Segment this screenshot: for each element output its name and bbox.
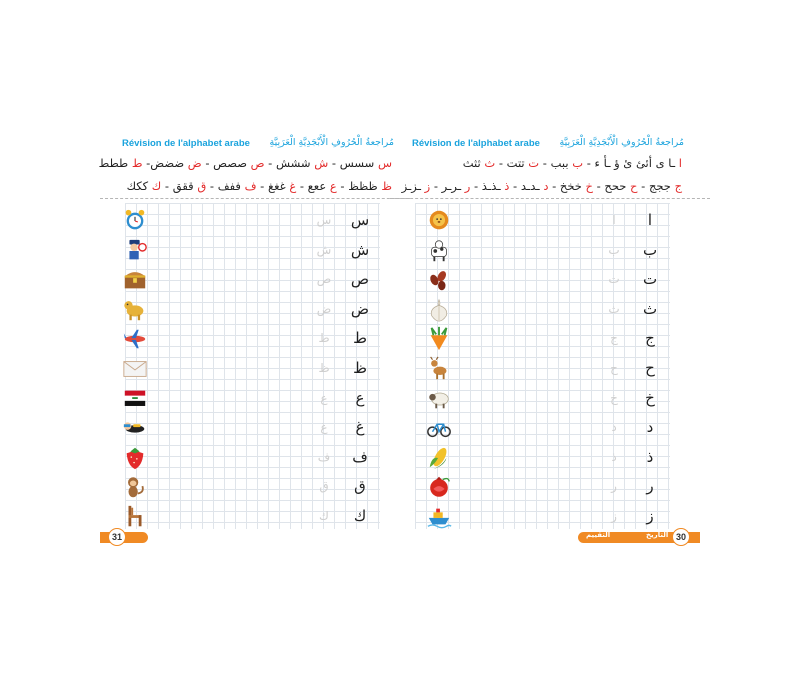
letter-row xyxy=(125,237,380,266)
highlight-letter: ص xyxy=(250,156,265,170)
tracing-letter[interactable]: ط xyxy=(318,331,330,346)
letter-row xyxy=(125,414,380,443)
tracing-letter[interactable]: ج xyxy=(610,331,618,346)
letter-forms: ـذـذ - xyxy=(470,179,505,193)
header-arabic: مُراجعةُ الْحُرُوفِ الْأَبْجَدِيَّةِ الْعَرَبِيَّةِ xyxy=(269,137,394,148)
tracing-letter[interactable]: ت xyxy=(608,272,620,287)
letter-row xyxy=(415,266,670,295)
letter-row xyxy=(125,296,380,325)
letter-forms: ععع - xyxy=(296,179,330,193)
highlight-letter: خ xyxy=(585,179,593,193)
model-letter: ش xyxy=(350,240,370,259)
letter-row xyxy=(125,503,380,532)
tracing-letter[interactable]: غ xyxy=(320,420,328,435)
letter-row xyxy=(415,503,670,532)
right-page xyxy=(401,125,694,545)
model-letter: ع xyxy=(355,388,365,407)
police-officer-icon xyxy=(121,238,149,264)
left-page xyxy=(98,125,404,545)
model-letter: د xyxy=(646,418,654,437)
hyena-icon xyxy=(121,297,149,323)
tracing-letter[interactable]: ب xyxy=(608,242,620,257)
tracing-letter[interactable]: ر xyxy=(611,479,617,494)
highlight-letter: ق xyxy=(197,179,207,193)
tracing-letter[interactable]: ع xyxy=(320,390,328,405)
sheep-icon xyxy=(425,386,453,412)
footer-tag-date: التاريخ xyxy=(646,531,669,539)
writing-grid xyxy=(415,203,670,529)
highlight-letter: ذ xyxy=(504,179,510,193)
tracing-letter[interactable]: ح xyxy=(610,361,618,375)
letter-forms: ضضض- xyxy=(142,156,188,170)
letter-row xyxy=(415,444,670,473)
tracing-letter[interactable]: ك xyxy=(319,509,329,523)
cow-icon xyxy=(425,238,453,264)
letter-row xyxy=(125,473,380,502)
model-letter: ط xyxy=(353,329,367,348)
letter-forms: صصص - xyxy=(201,156,251,170)
letter-forms: ـدـد - xyxy=(509,179,544,193)
letter-row xyxy=(415,414,670,443)
model-letter: ص xyxy=(350,270,370,289)
garlic-icon xyxy=(425,297,453,323)
page-number: 30 xyxy=(672,528,690,546)
model-letter: ض xyxy=(350,299,370,318)
tracing-letter[interactable]: د xyxy=(611,420,617,435)
tracing-letter[interactable]: س xyxy=(316,213,332,227)
highlight-letter: د xyxy=(543,179,549,193)
highlight-letter: غ xyxy=(289,179,297,193)
letter-row xyxy=(125,444,380,473)
lion-icon xyxy=(425,208,453,234)
header-arabic: مُراجعةُ الْحُرُوفِ الْأَبْجَدِيَّةِ الْعَرَبِيَّةِ xyxy=(559,137,684,148)
model-letter: ت xyxy=(642,270,658,289)
letter-row xyxy=(125,207,380,236)
letter-forms: تتت - xyxy=(495,156,529,170)
model-letter: ب xyxy=(642,240,658,259)
letter-forms: ششش - xyxy=(264,156,315,170)
treasure-chest-icon xyxy=(121,267,149,293)
alphabet-line-2 xyxy=(127,179,392,193)
bicycle-icon xyxy=(425,415,453,441)
model-letter: ك xyxy=(353,507,367,525)
tracing-letter[interactable]: ص xyxy=(316,272,332,287)
letter-forms: ـرـر - xyxy=(430,179,465,193)
letter-row xyxy=(415,325,670,354)
letter-row xyxy=(415,207,670,236)
alphabet-line-2 xyxy=(402,179,682,193)
model-letter: ف xyxy=(352,447,368,466)
model-letter: ث xyxy=(642,299,658,318)
model-letter: ر xyxy=(646,477,654,496)
tracing-letter[interactable]: ا xyxy=(612,213,616,227)
letter-row xyxy=(415,473,670,502)
monkey-icon xyxy=(121,474,149,500)
tracing-letter[interactable]: ق xyxy=(319,479,329,494)
model-letter: خ xyxy=(645,388,655,407)
model-letter: ج xyxy=(645,329,655,348)
letter-row xyxy=(415,385,670,414)
tracing-letter[interactable]: ف xyxy=(317,449,331,464)
letter-row xyxy=(415,296,670,325)
page-header xyxy=(120,137,404,153)
letter-row xyxy=(125,355,380,384)
highlight-letter: ز xyxy=(424,179,431,193)
diver-icon xyxy=(121,415,149,441)
highlight-letter: ع xyxy=(329,179,337,193)
model-letter: ذ xyxy=(646,447,654,466)
dates-icon xyxy=(425,267,453,293)
highlight-letter: ش xyxy=(314,156,329,170)
highlight-letter: ح xyxy=(630,179,638,193)
model-letter: ا xyxy=(647,211,653,229)
divider xyxy=(100,198,420,199)
highlight-letter: س xyxy=(377,156,392,170)
pomegranate-icon xyxy=(425,474,453,500)
letter-forms: ففف - xyxy=(206,179,245,193)
letter-forms: ججج - xyxy=(637,179,675,193)
letter-forms: خخخ - xyxy=(548,179,586,193)
highlight-letter: ض xyxy=(187,156,202,170)
highlight-letter: ر xyxy=(464,179,471,193)
alphabet-line-1 xyxy=(99,156,392,170)
highlight-letter: ث xyxy=(484,156,496,170)
letter-forms: سسس - xyxy=(328,156,378,170)
page-header xyxy=(410,137,694,153)
model-letter: ح xyxy=(645,359,655,377)
letter-row xyxy=(125,385,380,414)
letter-forms: ـزـز xyxy=(401,179,425,193)
highlight-letter: ج xyxy=(674,179,682,193)
header-french: Révision de l'alphabet arabe xyxy=(412,138,540,149)
model-letter: س xyxy=(350,211,370,229)
tracing-letter[interactable]: خ xyxy=(610,390,618,405)
alarm-clock-icon xyxy=(121,208,149,234)
tracing-letter[interactable]: ز xyxy=(611,509,617,523)
letter-row xyxy=(415,355,670,384)
chair-icon xyxy=(121,504,149,530)
strawberry-icon xyxy=(121,445,149,471)
deer-icon xyxy=(425,356,453,382)
highlight-letter: ت xyxy=(528,156,540,170)
tracing-letter[interactable]: ث xyxy=(608,301,620,316)
letter-row xyxy=(125,325,380,354)
carrot-icon xyxy=(425,326,453,352)
corn-icon xyxy=(425,445,453,471)
header-french: Révision de l'alphabet arabe xyxy=(122,138,250,149)
model-letter: ظ xyxy=(353,359,367,377)
highlight-letter: ط xyxy=(131,156,143,170)
letter-forms: ظظظ - xyxy=(336,179,382,193)
highlight-letter: ف xyxy=(244,179,257,193)
iraq-flag-icon xyxy=(121,386,149,412)
letter-forms: ثثث xyxy=(462,156,485,170)
boat-icon xyxy=(425,504,453,530)
letter-forms: ببب - xyxy=(539,156,573,170)
model-letter: ز xyxy=(646,507,654,525)
page-number: 31 xyxy=(108,528,126,546)
letter-forms: ـا ى أئئ ئ ؤ ـأ ء - xyxy=(583,156,679,170)
letter-forms: ححح - xyxy=(592,179,631,193)
highlight-letter: ب xyxy=(572,156,584,170)
letter-row xyxy=(415,237,670,266)
letter-forms: ككك xyxy=(126,179,152,193)
model-letter: غ xyxy=(355,418,365,437)
model-letter: ق xyxy=(354,477,366,496)
alphabet-line-1 xyxy=(463,156,682,170)
airplane-icon xyxy=(121,326,149,352)
highlight-letter: ا xyxy=(678,156,682,170)
divider xyxy=(390,198,710,199)
letter-forms: ققق - xyxy=(161,179,198,193)
tracing-letter[interactable]: ش xyxy=(316,242,332,257)
letter-forms: غغغ - xyxy=(256,179,290,193)
writing-grid xyxy=(125,203,380,529)
envelope-icon xyxy=(121,356,149,382)
highlight-letter: ك xyxy=(151,179,162,193)
footer-tag-evaluation: التقييم xyxy=(586,531,611,539)
highlight-letter: ظ xyxy=(381,179,392,193)
tracing-letter[interactable]: ذ xyxy=(611,449,617,464)
tracing-letter[interactable]: ض xyxy=(316,301,332,316)
tracing-letter[interactable]: ظ xyxy=(318,361,330,375)
letter-forms: ططط xyxy=(98,156,132,170)
letter-row xyxy=(125,266,380,295)
